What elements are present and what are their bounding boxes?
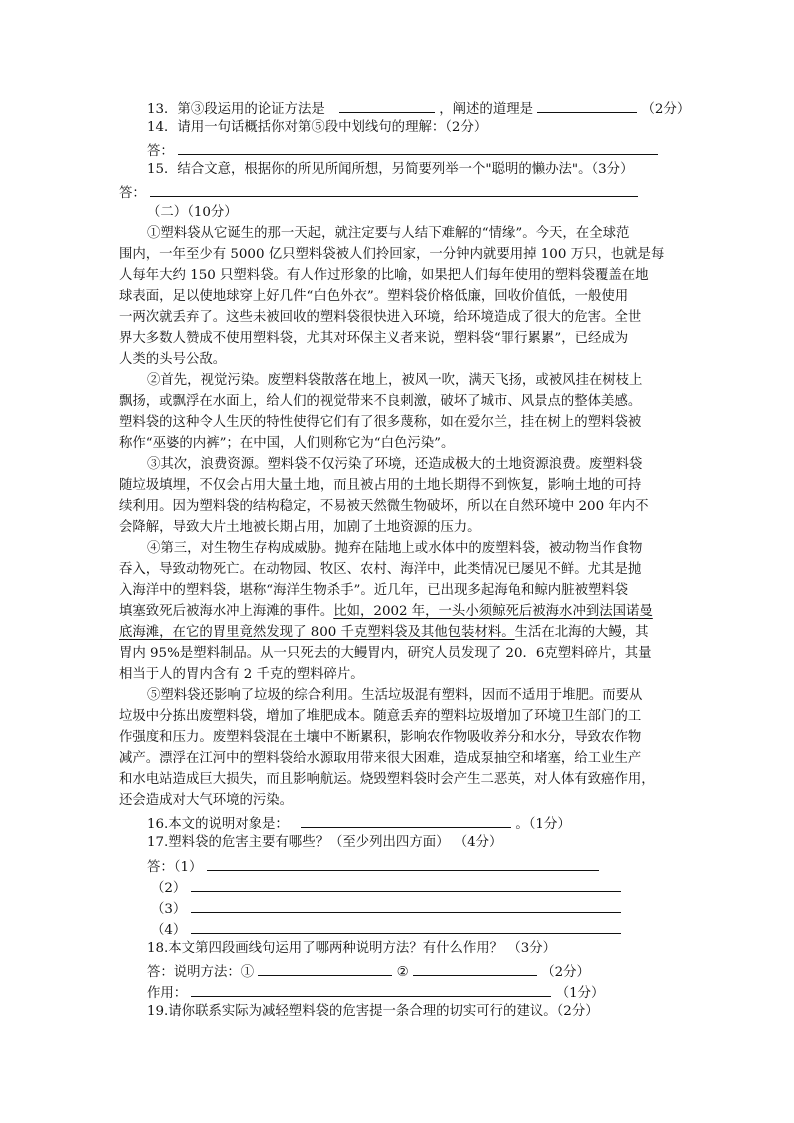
q18-effect-blank[interactable] <box>191 981 551 997</box>
paragraph-4-line: ④第三，对生物生存构成威胁。抛弃在陆地上或水体中的废塑料袋，被动物当作食物 <box>147 541 643 556</box>
q17-answer-blank-3[interactable] <box>191 897 621 913</box>
paragraph-2-line: 塑料袋的这种令人生厌的特性使得它们有了很多蔑称，如在爱尔兰，挂在树上的塑料袋被 <box>119 415 642 430</box>
q15-answer-blank[interactable] <box>150 181 638 197</box>
q18-effect-row <box>147 981 604 1001</box>
question-17: 17.塑料袋的危害主要有哪些？（至少列出四方面） （4分） <box>147 835 503 850</box>
q17-answer-label: 答：（1） <box>147 860 203 875</box>
q14-answer-blank[interactable] <box>178 139 658 155</box>
q14-answer-row <box>147 139 658 159</box>
question-14: 14．请用一句话概括你对第⑤段中划线句的理解：（2分） <box>147 120 488 135</box>
paragraph-2-line: 飘扬，或飘浮在水面上，给人们的视觉带来不良刺激，破坏了城市、风景点的整体美感。 <box>119 394 642 409</box>
q18-effect-points: （1分） <box>555 986 605 1001</box>
q13-blank-method[interactable] <box>339 97 435 113</box>
paragraph-4-line: 吞入，导致动物死亡。在动物园、牧区、农村、海洋中，此类情况已屡见不鲜。尤其是抛 <box>119 562 642 577</box>
paragraph-3-line: 续利用。因为塑料袋的结构稳定，不易被天然微生物破坏，所以在自然环境中 200 年内不 <box>119 499 649 514</box>
paragraph-4-line: 相当于人的胃内含有 2 千克的塑料碎片。 <box>119 667 364 682</box>
paragraph-3-line: 会降解，导致大片土地被长期占用，加剧了土地资源的压力。 <box>119 520 481 535</box>
paragraph-4-line <box>119 623 649 643</box>
q17-answer-blank-2[interactable] <box>191 876 621 892</box>
paragraph-2-line: ②首先，视觉污染。废塑料袋散落在地上，被风一吹，满天飞扬，或被风挂在树枝上 <box>147 373 643 388</box>
q18-method-blank-2[interactable] <box>413 960 537 976</box>
paragraph-1-line: 界大多数人赞成不使用塑料袋，尤其对环保主义者来说，塑料袋“罪行累累”，已经成为 <box>119 331 629 346</box>
paragraph-5-line: 还会造成对大气环境的污染。 <box>119 793 294 808</box>
question-19: 19.请你联系实际为减轻塑料袋的危害提一条合理的切实可行的建议。（2分） <box>147 1004 599 1019</box>
q17-answer-label: （4） <box>151 923 187 938</box>
q18-method-row <box>147 960 590 980</box>
q17-answer-label: （2） <box>151 881 187 896</box>
q17-answer-row <box>151 876 621 896</box>
q17-answer-blank-1[interactable] <box>207 855 599 871</box>
paragraph-5-line: 作强度和压力。废塑料袋混在土壤中不断累积，影响农作物吸收养分和水分，导致农作物 <box>119 730 642 745</box>
section-2-heading: （二）（10分） <box>147 205 238 220</box>
paragraph-4-text: 填塞致死后被海水冲上海滩的事件。 <box>119 604 334 619</box>
paragraph-5-line: 减产。漂浮在江河中的塑料袋给水源取用带来很大困难，造成泵抽空和堵塞，给工业生产 <box>119 751 642 766</box>
paragraph-4-line: 胃内 95%是塑料制品。从一只死去的大鳗胃内，研究人员发现了 20．6克塑料碎片，其量 <box>119 646 652 661</box>
q15-answer-row <box>119 181 638 201</box>
q17-answer-label: （3） <box>151 902 187 917</box>
question-13-points: （2分） <box>641 102 691 117</box>
paragraph-1-line: 一两次就丢弃了。这些未被回收的塑料袋很快进入环境，给环境造成了很大的危害。全世 <box>119 310 642 325</box>
q17-answer-row <box>151 897 621 917</box>
question-18: 18.本文第四段画线句运用了哪两种说明方法？有什么作用？ （3分） <box>147 941 557 956</box>
paragraph-1-line: ①塑料袋从它诞生的那一天起，就注定要与人结下难解的“情缘”。今天，在全球范 <box>147 226 630 241</box>
q18-method-label-2: ② <box>396 965 409 980</box>
q18-method-points: （2分） <box>541 965 590 980</box>
underlined-sentence: 比如，2002 年，一头小须鲸死后被海水冲到法国诺曼 <box>333 604 653 619</box>
q18-effect-label: 作用： <box>147 986 188 1001</box>
question-13-prompt: 13．第③段运用的论证方法是 <box>147 102 325 117</box>
q18-method-label: 答：说明方法：① <box>147 965 255 980</box>
q16-answer-blank[interactable] <box>301 812 511 828</box>
paragraph-1-line: 围内，一年至少有 5000 亿只塑料袋被人们拎回家，一分钟内就要用掉 100 万只，也就是每 <box>119 247 665 262</box>
paragraph-3-line: ③其次，浪费资源。塑料袋不仅污染了环境，还造成极大的土地资源浪费。废塑料袋 <box>147 457 643 472</box>
question-16-prompt: 16.本文的说明对象是： <box>147 817 289 832</box>
paragraph-2-line: 称作“巫婆的内裤”；在中国，人们则称它为“白色污染”。 <box>119 436 455 451</box>
paragraph-3-line: 随垃圾填埋，不仅会占用大量土地，而且被占用的土地长期得不到恢复，影响土地的可持 <box>119 478 642 493</box>
underlined-sentence: 底海滩，在它的胃里竟然发现了 800 千克塑料袋及其他包装材料。 <box>119 625 515 640</box>
q18-method-blank-1[interactable] <box>258 960 392 976</box>
paragraph-5-line: ⑤塑料袋还影响了垃圾的综合利用。生活垃圾混有塑料，因而不适用于堆肥。而要从 <box>147 688 643 703</box>
paragraph-1-line: 人类的头号公敌。 <box>119 352 227 367</box>
q17-answer-row <box>151 918 621 938</box>
question-15: 15．结合文意，根据你的所见所闻所想，另简要列举一个"聪明的懒办法"。（3分） <box>147 162 634 177</box>
question-13 <box>147 97 690 117</box>
q13-blank-reason[interactable] <box>537 97 637 113</box>
question-16-points: 。（1分） <box>515 817 571 832</box>
paragraph-5-line: 垃圾中分拣出废塑料袋，增加了堆肥成本。随意丢弃的塑料垃圾增加了环境卫生部门的工 <box>119 709 642 724</box>
answer-label: 答： <box>119 186 146 201</box>
paragraph-5-line: 和水电站造成巨大损失，而且影响航运。烧毁塑料袋时会产生二恶英，对人体有致癌作用， <box>119 772 655 787</box>
paragraph-1-line: 人每年大约 150 只塑料袋。有人作过形象的比喻，如果把人们每年使用的塑料袋覆盖在地 <box>119 268 649 283</box>
paragraph-1-line: 球表面，足以使地球穿上好几件“白色外衣”。塑料袋价格低廉，回收价值低，一般使用 <box>119 289 629 304</box>
q17-answer-blank-4[interactable] <box>191 918 621 934</box>
paragraph-4-line <box>119 602 653 622</box>
paragraph-4-line: 入海洋中的塑料袋，堪称“海洋生物杀手”。近几年，已出现多起海龟和鲸内脏被塑料袋 <box>119 583 629 598</box>
paragraph-4-text: 生活在北海的大鳗，其 <box>514 625 649 640</box>
q17-answer-row <box>147 855 599 875</box>
question-16 <box>147 812 571 832</box>
question-13-mid: ，阐述的道理是 <box>439 102 533 117</box>
answer-label: 答： <box>147 144 174 159</box>
